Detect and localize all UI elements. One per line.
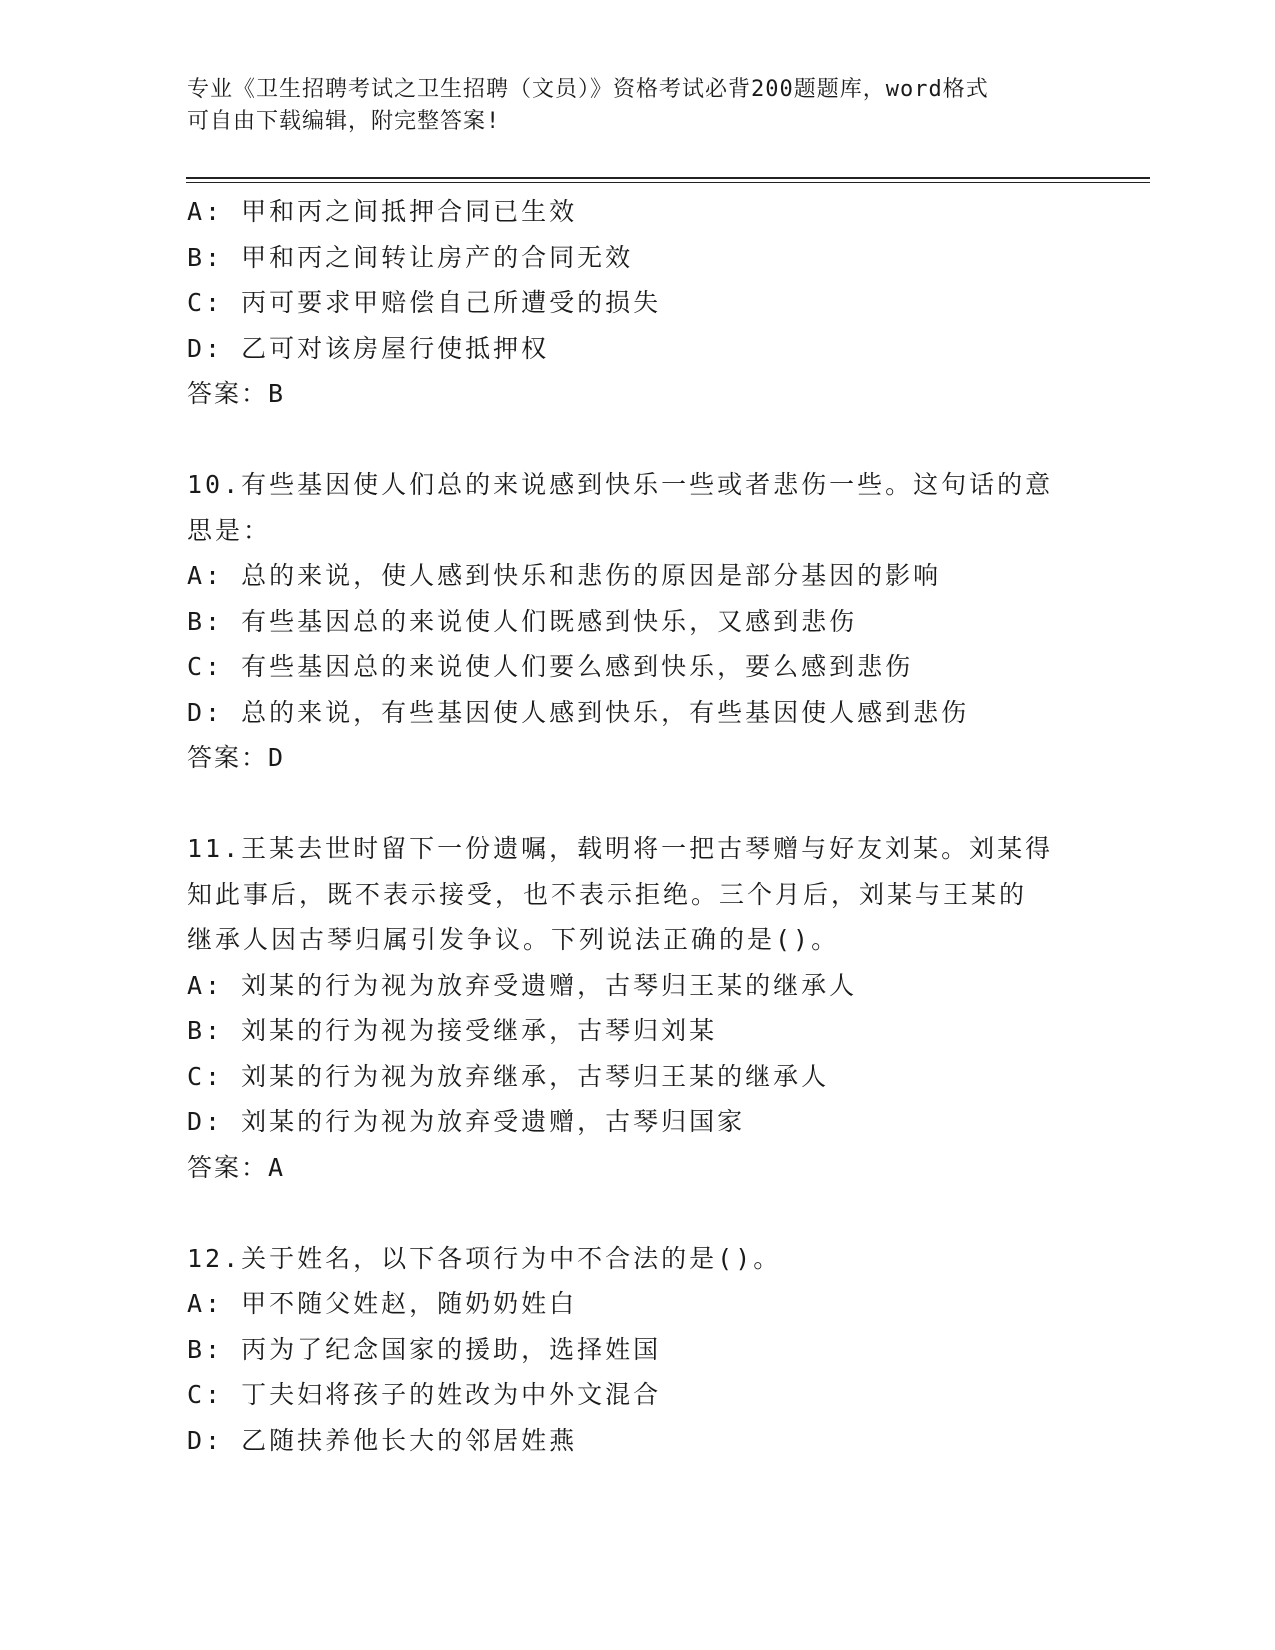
question-10 [187, 462, 1087, 781]
answer-value: D [268, 743, 286, 772]
option-d: D: 总的来说，有些基因使人感到快乐，有些基因使人感到悲伤 [187, 697, 970, 727]
question-stem-line-1: 11.王某去世时留下一份遗嘱，载明将一把古琴赠与好友刘某。刘某得 [187, 834, 1054, 863]
question-list [187, 189, 1087, 1463]
header-divider [186, 177, 1150, 184]
question-9 [187, 189, 1087, 417]
header-title-line-2: 可自由下载编辑，附完整答案! [187, 109, 501, 134]
answer-line [187, 735, 1087, 781]
question-stem-line-3: 继承人因古琴归属引发争议。下列说法正确的是()。 [187, 925, 840, 954]
question-11 [187, 826, 1087, 1190]
header-title-line-1: 专业《卫生招聘考试之卫生招聘（文员）》资格考试必背200题题库，word格式 [187, 77, 989, 102]
question-stem-line-2: 知此事后，既不表示接受，也不表示拒绝。三个月后，刘某与王某的 [187, 879, 1028, 909]
answer-label: 答案： [187, 379, 269, 408]
option-d: D: 乙可对该房屋行使抵押权 [187, 333, 550, 363]
option-a: A: 甲和丙之间抵押合同已生效 [187, 197, 578, 226]
question-stem-line-2: 思是： [187, 515, 272, 545]
document-header [187, 74, 1087, 138]
option-c: C: 有些基因总的来说使人们要么感到快乐，要么感到悲伤 [187, 652, 914, 681]
header-divider-thick [186, 177, 1150, 179]
question-stem-line-1: 12.关于姓名，以下各项行为中不合法的是()。 [187, 1243, 782, 1273]
option-a: A: 甲不随父姓赵，随奶奶姓白 [187, 1289, 578, 1318]
option-a: A: 刘某的行为视为放弃受遗赠，古琴归王某的继承人 [187, 970, 858, 1000]
option-d: D: 刘某的行为视为放弃受遗赠，古琴归国家 [187, 1107, 746, 1136]
question-12 [187, 1236, 1087, 1464]
option-b: B: 甲和丙之间转让房产的合同无效 [187, 242, 634, 272]
option-d: D: 乙随扶养他长大的邻居姓燕 [187, 1425, 578, 1455]
answer-line [187, 371, 1087, 417]
option-b: B: 有些基因总的来说使人们既感到快乐，又感到悲伤 [187, 606, 858, 636]
question-gap [187, 1190, 1087, 1236]
answer-label: 答案： [187, 1152, 269, 1182]
answer-line [187, 1145, 1087, 1191]
answer-value: B [268, 379, 286, 408]
option-b: B: 丙为了纪念国家的援助，选择姓国 [187, 1334, 662, 1364]
answer-label: 答案： [187, 743, 269, 772]
header-divider-thin [186, 182, 1150, 183]
option-b: B: 刘某的行为视为接受继承，古琴归刘某 [187, 1016, 718, 1045]
option-a: A: 总的来说，使人感到快乐和悲伤的原因是部分基因的影响 [187, 561, 942, 590]
answer-value: A [268, 1152, 286, 1182]
option-c: C: 丙可要求甲赔偿自己所遭受的损失 [187, 288, 662, 317]
option-c: C: 丁夫妇将孩子的姓改为中外文混合 [187, 1380, 662, 1409]
question-gap [187, 417, 1087, 463]
option-c: C: 刘某的行为视为放弃继承，古琴归王某的继承人 [187, 1061, 830, 1091]
question-gap [187, 781, 1087, 827]
question-stem-line-1: 10.有些基因使人们总的来说感到快乐一些或者悲伤一些。这句话的意 [187, 470, 1054, 499]
